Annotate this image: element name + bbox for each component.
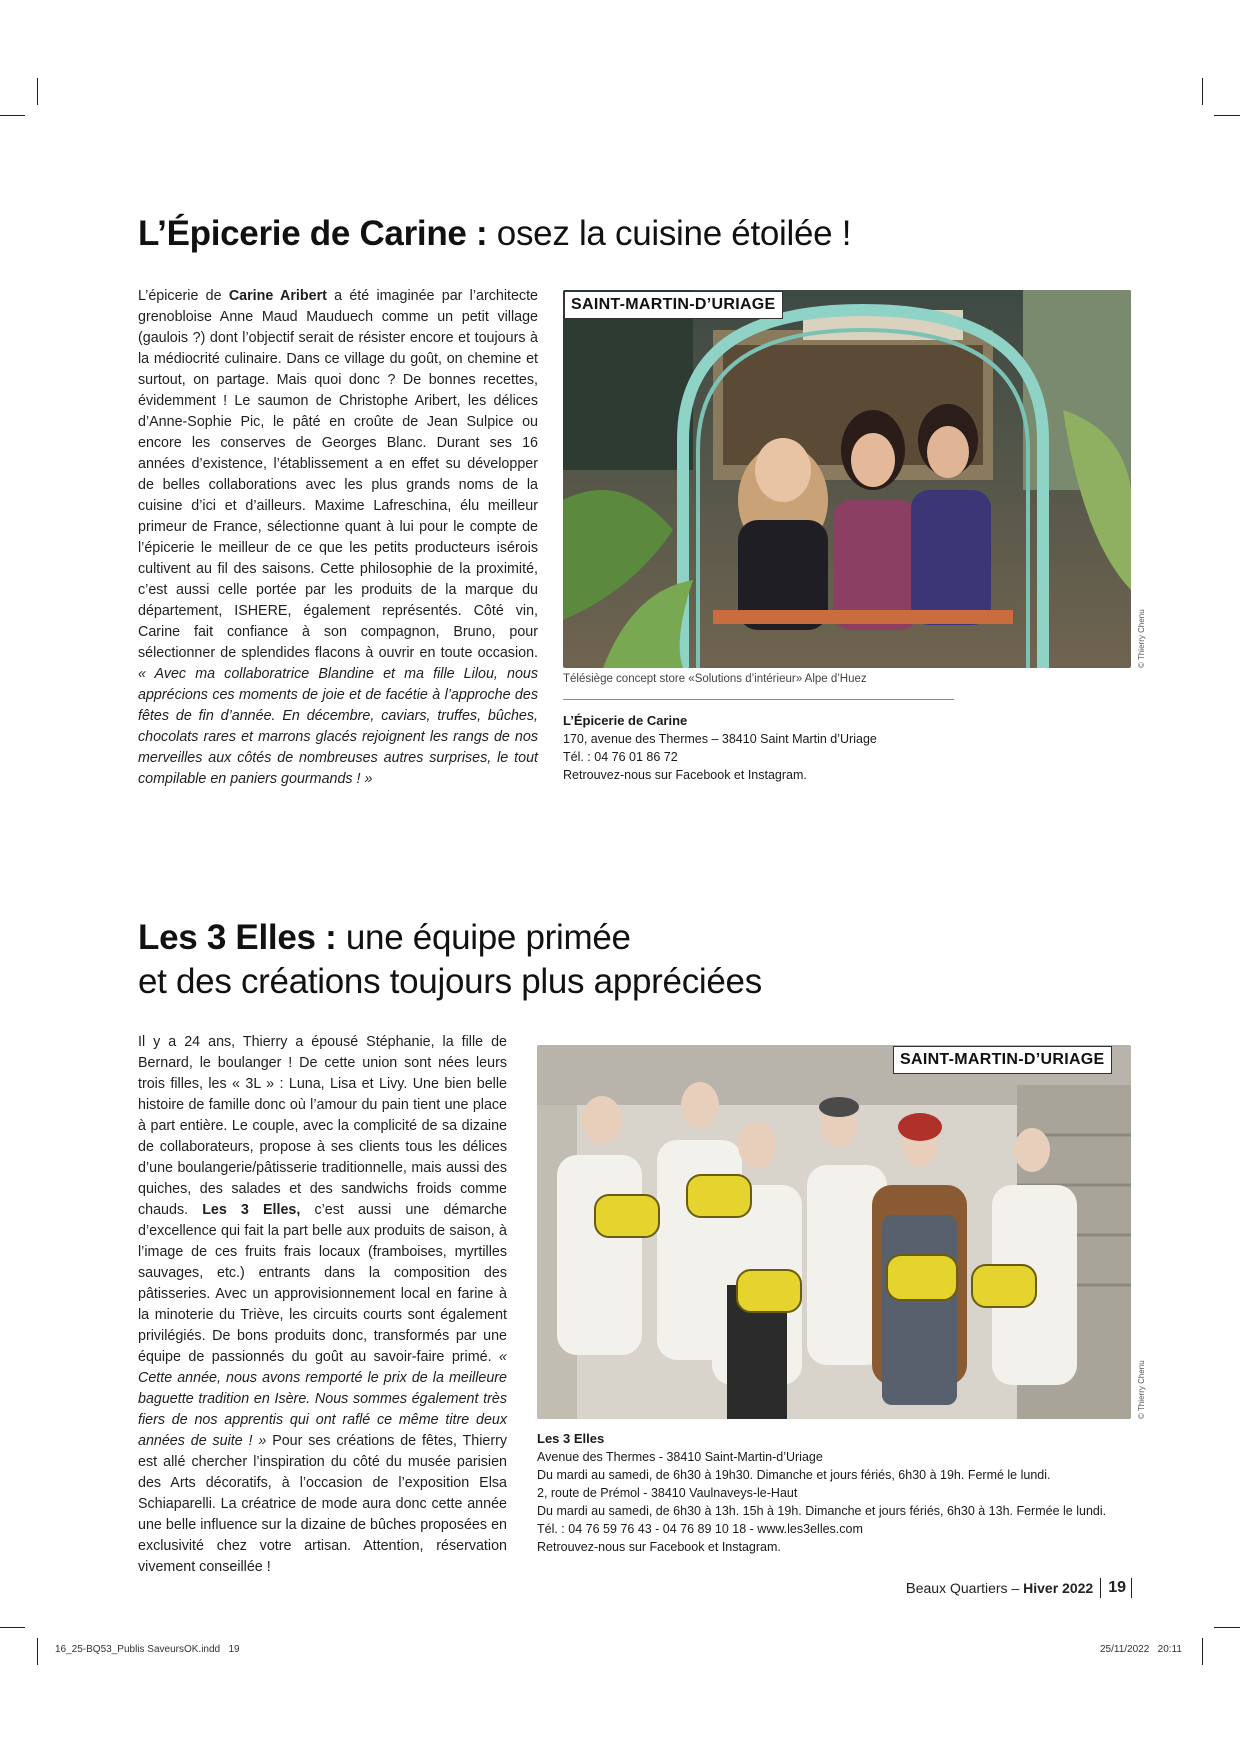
article1-info-social: Retrouvez-nous sur Facebook et Instagram. (563, 768, 807, 782)
magazine-name: Beaux Quartiers (905, 1579, 1008, 1597)
article1-caption: Télésiège concept store «Solutions d’intérieur» Alpe d’Huez (563, 673, 867, 685)
article1-photo-credit: © Thierry Chenu (1137, 609, 1146, 668)
article1-title-bold: L’Épicerie de Carine : (138, 214, 488, 253)
date-slug: 25/11/2022 20:11 (1100, 1644, 1182, 1655)
footer-divider (1131, 1578, 1132, 1598)
article2-info-name: Les 3 Elles (537, 1431, 605, 1446)
article2-photo-credit: © Thierry Chenu (1137, 1360, 1146, 1419)
article1-title (138, 212, 851, 256)
article2-info-line4: Du mardi au samedi, de 6h30 à 13h. 15h à 19h. Dimanche et jours fériés, 6h30 à 13h. Fermée le lundi. (537, 1504, 1107, 1518)
issue-label: Hiver 2022 (1023, 1580, 1094, 1596)
article2-info (537, 1430, 1106, 1556)
crop-mark (37, 1638, 38, 1665)
article2-title-rest: une équipe primée (336, 918, 631, 957)
article2-body: Il y a 24 ans, Thierry a épousé Stéphanie, la fille de Bernard, le boulanger ! De cette union sont nées leurs trois filles, les « 3L » : Luna, Lisa et Livy. Une bien belle histoire de famille donc où l’amour du pain tient une place à part entière. Le couple, avec la complicité de sa dizaine de collaborateurs, propose à ses clients tous les délices d’une boulangerie/pâtisserie traditionnelle, mais aussi des quiches, des salades et des sandwichs froids comme chauds. Les 3 Elles, c’est aussi une démarche d’excellence qui fait la part belle aux produits de saison, à l’image de ces fruits frais locaux (framboises, myrtilles sauvages, etc.) entrants dans la composition des pâtisseries. Avec un approvisionnement local en farine à la minoterie du Triève, les circuits courts sont également privilégiés. De bons produits donc, transformés par une équipe de passionnés du goût au savoir-faire primé. « Cette année, nous avons remporté le prix de la meilleure baguette tradition en Isère. Nous sommes également très fiers de nos apprentis qui ont raflé ce même titre deux années de suite ! » Pour ses créations de fêtes, Thierry est allé chercher l’inspiration du côté du musée parisien des Arts décoratifs, à l’occasion de l’exposition Elsa Schiaparelli. La créatrice de mode aura donc cette année une belle influence sur la dizaine de bûches proposées en exclusivité chez votre artisan. Attention, réservation vivement conseillée ! (138, 1034, 508, 1575)
crop-mark (1202, 1638, 1203, 1665)
crop-mark (0, 1627, 25, 1628)
article1-location-tag: SAINT-MARTIN-D’URIAGE (564, 291, 783, 319)
article2-location-tag: SAINT-MARTIN-D’URIAGE (893, 1046, 1112, 1074)
article2-info-line3: 2, route de Prémol - 38410 Vaulnaveys-le-Haut (537, 1486, 798, 1500)
article1-info-address: 170, avenue des Thermes – 38410 Saint Martin d’Uriage (563, 732, 877, 746)
article2-photo (537, 1045, 1131, 1419)
article1-name: Carine Aribert (228, 288, 327, 304)
article1-title-rest: osez la cuisine étoilée ! (487, 214, 852, 253)
article2-name: Les 3 Elles, (202, 1202, 301, 1218)
article2-info-line6: Retrouvez-nous sur Facebook et Instagram. (537, 1540, 781, 1554)
article2-info-line5: Tél. : 04 76 59 76 43 - 04 76 89 10 18 - www.les3elles.com (537, 1522, 863, 1536)
article1-photo (563, 290, 1131, 668)
article1-body: L’épicerie de Carine Aribert a été imaginée par l’architecte grenobloise Anne Maud Mauduech comme un petit village (gaulois ?) dont l’objectif serait de résister encore et toujours à la médiocrité culinaire. Dans ce village du goût, on chemine et surtout, on partage. Mais quoi donc ? De bonnes recettes, évidemment ! Le saumon de Christophe Aribert, les délices d’Anne-Sophie Pic, le pâté en croûte de Jean Sulpice ou encore les conserves de Georges Blanc. Durant ses 16 années d’existence, l’établissement a en effet su développer de belles collaborations avec les plus grands noms de la cuisine d’ici et d’ailleurs. Maxime Lafreschina, élu meilleur primeur de France, sélectionne quant à lui pour le compte de l’épicerie le meilleur de ce que les petits producteurs isérois cultivent au fil des saisons. Cette philosophie de la proximité, c’est aussi celle portée par les produits de la marque du département, ISHERE, également représentés. Côté vin, Carine fait confiance à son compagnon, Bruno, pour sélectionner de splendides flacons à ouvrir en toute occasion. « Avec ma collaboratrice Blandine et ma fille Lilou, nous apprécions ces moments de joie et de facétie à l’approche des fêtes de fin d’année. En décembre, caviars, truffes, bûches, chocolats rares et marrons glacés rejoignent les rangs de nos merveilles aux côtés de nombreuses autres surprises, le tout compilable en paniers gourmands ! » (138, 288, 538, 787)
article2-title (138, 916, 762, 1004)
article2-title-bold: Les 3 Elles : (138, 918, 337, 957)
article1-info-phone: Tél. : 04 76 01 86 72 (563, 750, 678, 764)
article2-title-line2: et des créations toujours plus appréciées (138, 962, 762, 1001)
article1-quote: « Avec ma collaboratrice Blandine et ma fille Lilou, nous apprécions ces moments de joie et de facétie à l’approche des fêtes de fin d’année. En décembre, caviars, truffes, bûches, chocolats rares et marrons glacés rejoignent les rangs de nos merveilles aux côtés de nombreuses autres surprises, le tout compilable en paniers gourmands ! » (138, 666, 538, 787)
crop-mark (1202, 78, 1203, 105)
caption-divider (563, 699, 954, 700)
article1-info (563, 712, 877, 784)
crop-mark (1214, 115, 1240, 116)
crop-mark (1214, 1627, 1240, 1628)
crop-mark (37, 78, 38, 105)
page-footer: Beaux Quartiers – Hiver 2022 19 (906, 1578, 1132, 1598)
footer-divider (1100, 1578, 1101, 1598)
file-slug: 16_25-BQ53_Publis SaveursOK.indd 19 (55, 1644, 240, 1655)
article2-quote: « Cette année, nous avons remporté le prix de la meilleure baguette tradition en Isère. Nous sommes également très fiers de nos apprentis qui ont raflé ce même titre deux années de suite ! » (138, 1349, 507, 1449)
article2-info-line1: Avenue des Thermes - 38410 Saint-Martin-d’Uriage (537, 1450, 823, 1464)
crop-mark (0, 115, 25, 116)
article1-info-name: L’Épicerie de Carine (563, 713, 688, 728)
page-number: 19 (1108, 1579, 1126, 1596)
article2-info-line2: Du mardi au samedi, de 6h30 à 19h30. Dimanche et jours fériés, 6h30 à 19h. Fermé le lundi. (537, 1468, 1051, 1482)
